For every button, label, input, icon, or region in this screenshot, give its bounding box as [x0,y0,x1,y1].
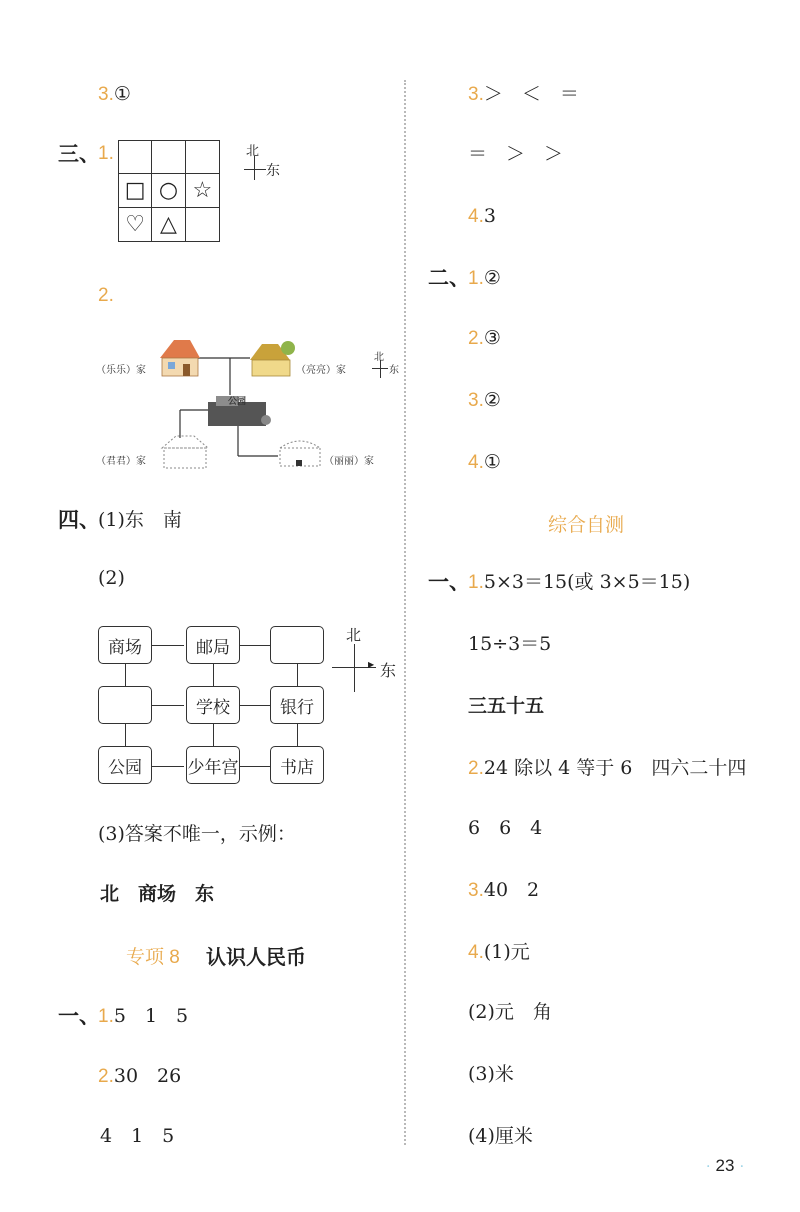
section-1-heading: 一、 [58,1003,100,1028]
right-q4 [468,204,496,229]
answer-4-1: (1)东 南 [98,509,182,531]
s2-q3 [468,388,501,413]
answer: ② [483,267,501,289]
grid-cell-triangle: △ [152,208,185,241]
connector [152,705,184,706]
compass-horizontal-line [244,169,266,170]
q-number: 4. [468,452,484,473]
compass-vertical-line [380,360,381,378]
section-3-heading: 三、 [58,141,100,166]
q-number: 4. [468,206,484,227]
box-park: 公园 [98,746,152,784]
q-number: 1. [98,143,114,164]
east-label: 东 [380,661,397,680]
topic-q2 [98,1064,181,1089]
answer-4-3: (3)答案不唯一，示例： [98,823,296,845]
label-lili-home: （丽丽）家 [324,456,374,467]
test-title: 综合自测 [548,514,625,536]
left-q3 [98,82,131,107]
house-liangliang-icon [250,341,295,376]
compass-vertical-line [254,156,255,180]
q-number: 2. [468,758,484,779]
answer: ＞ ＜ ＝ [483,83,579,105]
answer: ③ [483,327,501,349]
q-number: 3. [468,84,484,105]
compass-horizontal-line [372,368,388,369]
connector [297,724,298,746]
house-lili-icon [280,441,320,466]
answer: (1)元 [483,941,530,963]
dot-icon: · [706,1159,711,1175]
grid-cell [186,141,219,174]
box-empty [98,686,152,724]
house-lele-icon [160,340,200,376]
answer-4-3-example: 北 商场 东 [100,883,215,905]
topic-q2-line2: 4 1 5 [100,1125,175,1147]
connector [125,724,126,746]
q-number: 2. [98,1066,114,1087]
label-liangliang-home: （亮亮）家 [296,365,346,376]
box-bank: 银行 [270,686,324,724]
c-q4 [468,940,530,965]
q-number: 4. [468,942,484,963]
box-post-office: 邮局 [186,626,240,664]
connector [240,705,270,706]
grid-cell-circle: ○ [152,174,185,207]
section-2-heading: 二、 [428,265,470,290]
grid-cell [186,208,219,241]
answer-4-2: (2) [98,567,125,589]
answer: 24 除以 4 等于 6 四六二十四 [483,757,747,779]
grid-cell [119,141,152,174]
house-junjun-icon [162,436,208,468]
q-number: 3. [468,390,484,411]
q-number: 3. [98,84,114,105]
right-q3-line2: ＝ ＞ ＞ [468,143,564,165]
topic-label: 专项 8 [126,947,180,968]
c-q1-line3: 三五十五 [468,695,545,717]
connector [240,766,270,767]
east-label: 东 [266,163,280,179]
page-number-area [706,1156,744,1176]
connector [213,724,214,746]
answer: 40 2 [483,879,540,901]
connector [240,645,270,646]
answer: ① [113,83,131,105]
connector [125,664,126,686]
box-empty [270,626,324,664]
connector [213,664,214,686]
grid-cell-heart: ♡ [119,208,152,241]
q-number: 2. [98,285,114,306]
s2-q1 [468,266,501,291]
topic-title: 认识人民币 [206,945,306,969]
north-label: 北 [346,626,362,644]
grid-cell-star: ☆ [186,174,219,207]
label-park: 公园 [228,397,247,407]
grid-cell-square: □ [119,174,152,207]
answer: 5×3＝15(或 3×5＝15) [483,571,691,593]
answer: 30 26 [113,1065,182,1087]
label-junjun-home: （君君）家 [96,456,146,467]
connector [297,664,298,686]
connector [152,645,184,646]
box-mall: 商场 [98,626,152,664]
q-number: 1. [98,1006,114,1027]
c-q1 [468,570,690,595]
section-1-heading: 一、 [428,569,470,594]
c-q2-line2: 6 6 4 [468,817,543,839]
s2-q2 [468,326,501,351]
q-number: 3. [468,880,484,901]
answer: ① [483,451,501,473]
answer: 3 [483,205,496,227]
section-4-heading: 四、 [58,507,100,532]
position-grid [118,140,220,242]
topic-q1 [98,1004,188,1029]
s2-q4 [468,450,501,475]
c-q4-4: (4)厘米 [468,1125,533,1147]
q-number: 2. [468,328,484,349]
q-number: 1. [468,572,484,593]
box-youth-palace: 少年宫 [186,746,240,784]
answer: ② [483,389,501,411]
q-number: 1. [468,268,484,289]
east-label: 东 [389,365,399,376]
right-q3 [468,82,579,107]
dot-icon: · [739,1159,745,1175]
column-divider [404,80,406,1145]
c-q3 [468,878,539,903]
compass-vertical-line [354,644,355,692]
page-number: 23 [715,1156,735,1175]
north-label: 北 [246,144,260,159]
north-label: 北 [374,352,384,363]
arrow-right-icon: ▶ [368,660,375,669]
c-q4-3: (3)米 [468,1063,514,1085]
grid-cell [152,141,185,174]
box-school: 学校 [186,686,240,724]
c-q2 [468,756,746,781]
answer: 5 1 5 [113,1005,189,1027]
c-q1-line2: 15÷3＝5 [468,633,552,655]
label-lele-home: （乐乐）家 [96,365,146,376]
box-bookstore: 书店 [270,746,324,784]
connector [152,766,184,767]
c-q4-2: (2)元 角 [468,1001,552,1023]
